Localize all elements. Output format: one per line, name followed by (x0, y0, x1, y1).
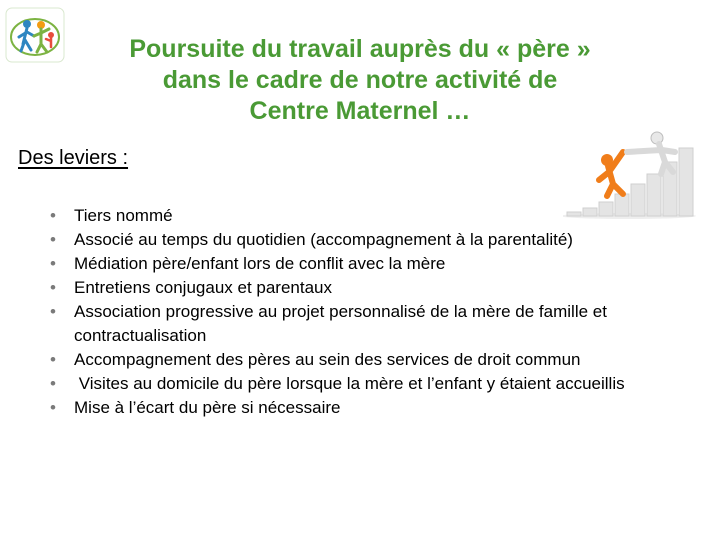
list-item (55, 276, 675, 300)
list-item-text: • Visites au domicile du père lorsque la mère et l’enfant y étaient accueillis (74, 374, 625, 393)
list-item-text: • Association progressive au projet personnalisé de la mère de famille et contractualisation (74, 302, 607, 345)
bullet-list (55, 204, 675, 420)
section-heading: Des leviers : (18, 147, 129, 169)
list-item (55, 396, 675, 420)
list-item-text: • Entretiens conjugaux et parentaux (74, 278, 333, 297)
slide-title-line-2: dans le cadre de notre activité de (162, 66, 558, 94)
list-item (55, 348, 675, 372)
list-item (55, 252, 675, 276)
list-item-text: • Tiers nommé (74, 206, 173, 225)
list-item (55, 372, 675, 396)
slide-title-line-1: Poursuite du travail auprès du « père » (129, 35, 591, 63)
slide-title-line-3: Centre Maternel … (249, 97, 471, 125)
list-item (55, 300, 675, 348)
family-logo-icon (5, 7, 65, 63)
list-item (55, 228, 675, 252)
list-item (55, 204, 675, 228)
list-item-text: • Accompagnement des pères au sein des services de droit commun (74, 350, 581, 369)
list-item-text: • Médiation père/enfant lors de conflit avec la mère (74, 254, 446, 273)
slide-title (60, 34, 660, 127)
list-item-text: • Associé au temps du quotidien (accompagnement à la parentalité) (74, 230, 573, 249)
list-item-text: • Mise à l’écart du père si nécessaire (74, 398, 341, 417)
